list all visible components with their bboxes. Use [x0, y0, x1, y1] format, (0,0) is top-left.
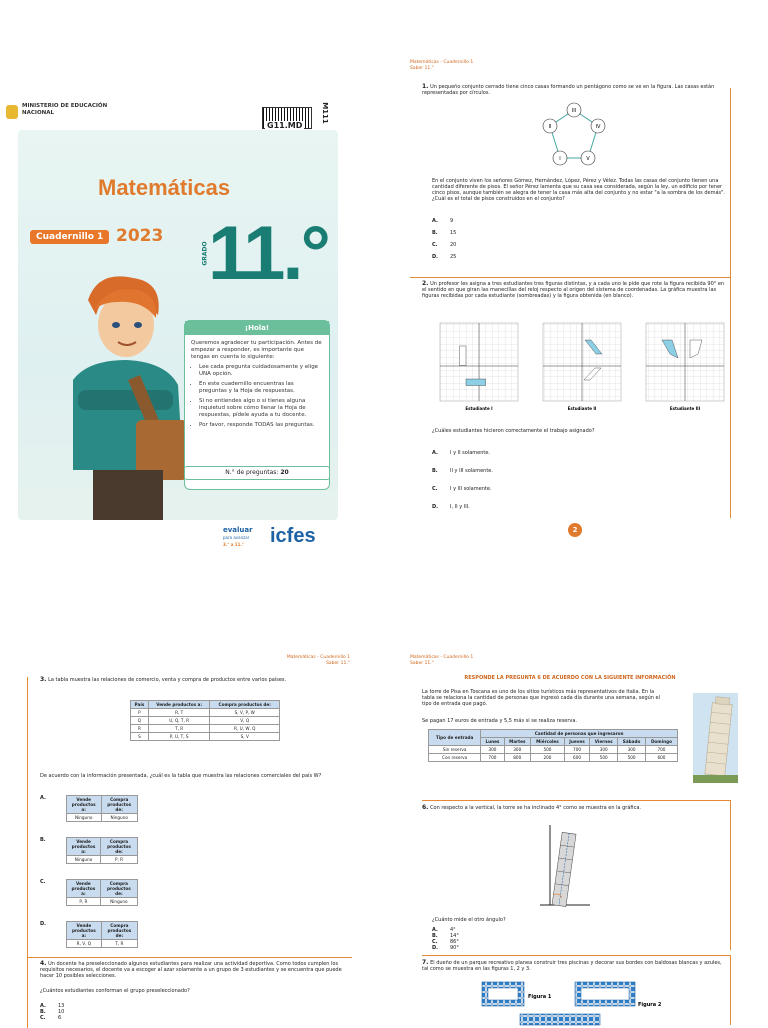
question-text: Un pequeño conjunto cerrado tiene cinco casas formando un pentágono como se ve en la figura. Las casas están representadas por círculos. [422, 84, 715, 96]
question-number: 1. [422, 83, 429, 90]
question-number: 4. [40, 960, 47, 967]
figure-label: Figura 2 [638, 1002, 662, 1008]
option-letter: D. [432, 504, 439, 510]
grade-number: 11.° [208, 211, 328, 296]
frame-line [730, 955, 731, 1025]
question-1-body: En el conjunto viven los señores Gómez, Hernández, López, Pérez y Vélez. Todas las casas del conjunto tienen una cantidad diferente de pisos. El señor Pérez lamenta que su casa sea considerada, según la ley, un edificio por tener cinco pisos, aunque también se alegra de tener la casa más alta del conjunto y no estar "a la sombra de los demás". ¿Cuál es el total de pisos construidos en el conjunto? [432, 178, 726, 202]
option-text: 13 [58, 1003, 65, 1009]
page-2 [410, 60, 745, 540]
ministry-line2: NACIONAL [22, 109, 54, 116]
cover-art [18, 130, 338, 547]
question-count [184, 466, 330, 480]
welcome-body [185, 335, 329, 434]
question-2 [422, 281, 727, 299]
evaluar-line1: evaluar [223, 526, 253, 534]
house-label: IV [595, 124, 601, 130]
table-header: Compra productos de: [210, 701, 280, 709]
option-text: 86° [450, 939, 459, 945]
table-header: Vende productos a: [148, 701, 210, 709]
option-a[interactable] [40, 795, 138, 837]
option-table: Vende productos a: Compra productos de: Ninguno Ninguno [66, 795, 138, 822]
option-letter: C. [40, 879, 46, 885]
header-level: Saber 11.° [326, 660, 350, 666]
question-number: 7. [422, 959, 429, 966]
option-letter: A. [432, 218, 438, 224]
option-text: 4° [450, 927, 456, 933]
evaluar-line2: para avanzar [223, 535, 250, 540]
option-text: 15 [450, 230, 457, 236]
frame-line [27, 677, 28, 957]
side-code: M111 [320, 102, 329, 124]
page-4 [410, 655, 745, 1025]
option-c[interactable] [40, 1015, 64, 1021]
option-letter: A. [40, 795, 46, 801]
question-3-prompt: De acuerdo con la información presentada, ¿cuál es la tabla que muestra las relaciones comerciales del país W? [40, 773, 322, 779]
option-letter: C. [432, 939, 438, 945]
student-label: Estudiante I [465, 406, 493, 411]
option-letter: A. [432, 450, 438, 456]
question-number: 6. [422, 804, 429, 811]
grade-label: GRADO [201, 241, 209, 266]
page-3 [15, 655, 360, 1025]
question-text: Un docente ha preseleccionado algunos estudiantes para realizar una actividad deportiva. Como todos cumplen los requisitos necesarios, el docente va a escoger al azar solamente a un grupo de 3 estudiantes y se encuentra que puede hacer 10 posibles selecciones. [40, 961, 342, 979]
option-letter: B. [432, 230, 438, 236]
student-label: Estudiante II [567, 406, 597, 411]
section-heading: RESPONDE LA PREGUNTA 6 DE ACUERDO CON LA SIGUIENTE INFORMACIÓN [464, 675, 676, 681]
icfes-logo: icfes [270, 525, 316, 547]
option-letter: C. [432, 486, 438, 492]
question-2-prompt: ¿Cuáles estudiantes hicieron correctamente el trabajo asignado? [432, 428, 595, 434]
year: 2023 [116, 226, 164, 246]
option-letter: B. [432, 468, 438, 474]
option-b[interactable] [432, 468, 493, 474]
question-7 [422, 960, 727, 972]
option-table: Vende productos a: Compra productos de: P, R Ninguno [66, 879, 138, 906]
house-label: I [559, 156, 561, 162]
frame-line [730, 88, 731, 278]
student-label: Estudiante III [669, 406, 701, 411]
option-text: 6 [58, 1015, 62, 1021]
page-header [410, 60, 745, 71]
table-row: S P, U, T, S S, V [131, 733, 280, 741]
frame-line [730, 278, 731, 518]
question-4 [40, 961, 350, 979]
welcome-box [184, 320, 330, 490]
option-letter: A. [40, 1003, 46, 1009]
question-text: Con respecto a la vertical, la torre se ha inclinado 4° como se muestra en la gráfica. [430, 805, 641, 811]
question-2-options [432, 450, 493, 516]
option-letter: B. [40, 1009, 46, 1015]
option-table: Vende productos a: Compra productos de: R, V, Q T, R [66, 921, 138, 948]
frame-line [27, 958, 28, 1028]
option-letter: D. [40, 921, 47, 927]
question-1 [422, 84, 722, 96]
option-table: Vende productos a: Compra productos de: Ninguno P, R [66, 837, 138, 864]
question-6-options [432, 927, 459, 951]
option-c[interactable] [432, 242, 456, 248]
question-4-prompt: ¿Cuántos estudiantes conforman el grupo preseleccionado? [40, 988, 190, 994]
pool-figures [480, 980, 730, 1025]
evaluar-line3: 3.° a 11.° [223, 542, 244, 547]
header-level: Saber 11.° [410, 65, 434, 71]
option-d[interactable] [40, 921, 138, 963]
table-row: Q U, Q, T, R V, Q [131, 717, 280, 725]
question-3 [40, 677, 350, 683]
question-number: 2. [422, 280, 429, 287]
question-text: El dueño de un parque recreativo planea construir tres piscinas y decorar sus bordes con baldosas blancas y azules, tal como se muestra en las figuras 1, 2 y 3. [422, 960, 722, 972]
option-b[interactable] [40, 837, 138, 879]
frame-line [730, 800, 731, 950]
table-row: P R, T S, V, P, W [131, 709, 280, 717]
option-letter: D. [432, 254, 439, 260]
subject-title: Matemáticas [98, 175, 231, 200]
booklet-code: G11.MD [267, 121, 303, 130]
pentagon-diagram [530, 100, 630, 172]
house-label: II [548, 124, 552, 130]
question-count-value: 20 [280, 469, 289, 476]
table-row: Sin reserva 300 300 500 700 300 300 700 [429, 746, 678, 754]
header-subject: Matemáticas - Cuadernillo 1 [410, 655, 474, 660]
option-d[interactable] [432, 504, 493, 510]
table-row: R T, R R, U, W, Q [131, 725, 280, 733]
cover-page [0, 95, 345, 547]
house-label: V [586, 156, 590, 162]
table-header: País [131, 701, 149, 709]
table-row: Con reserva 700 800 200 600 500 500 600 [429, 754, 678, 762]
question-1-options [432, 218, 456, 266]
frame-line [410, 277, 731, 278]
question-text: La tabla muestra las relaciones de comercio, venta y compra de productos entre varios países. [48, 677, 287, 683]
question-6-prompt: ¿Cuánto mide el otro ángulo? [432, 917, 506, 923]
frame-line [422, 800, 731, 801]
pisa-tower-image [693, 693, 738, 783]
header-level: Saber 11.° [410, 660, 434, 666]
option-a[interactable] [432, 450, 493, 456]
option-text: 25 [450, 254, 457, 260]
frame-line [422, 955, 731, 956]
instruction-item: • En este cuadernillo encuentras las preguntas y la Hoja de respuestas. [199, 381, 323, 395]
visitors-table: Tipo de entrada Cantidad de personas que ingresaron Lunes Martes Miércoles Jueves Viernes Sábado Domingo Sin reserva 300 300 500 700 300 300 700 Con reserva 700 800 200 600 500 500 600 [428, 729, 678, 762]
page-number: 2 [568, 523, 582, 537]
welcome-intro: Queremos agradecer tu participación. Antes de empezar a responder, es importante que tengas en cuenta lo siguiente: [191, 340, 322, 360]
question-6 [422, 805, 722, 811]
ministry-name [22, 103, 107, 116]
student-illustration [58, 270, 188, 520]
figure-label: Figura 1 [528, 994, 552, 1000]
booklet-badge: Cuadernillo 1 [30, 230, 109, 244]
question-number: 3. [40, 676, 47, 683]
option-letter: D. [432, 945, 439, 951]
coat-of-arms-icon [6, 105, 18, 119]
question-3-options [40, 795, 138, 963]
option-d[interactable] [432, 945, 459, 951]
table-header: Tipo de entrada [429, 730, 481, 746]
house-label: III [571, 108, 577, 114]
instruction-item: • Lee cada pregunta cuidadosamente y elige UNA opción. [199, 364, 323, 378]
evaluar-logo [223, 527, 253, 548]
page-header [410, 655, 745, 666]
page-header [15, 655, 360, 666]
instruction-item: • Por favor, responde TODAS las preguntas. [199, 422, 323, 429]
option-letter: B. [432, 933, 438, 939]
welcome-title: ¡Hola! [185, 321, 329, 335]
option-text: 10 [58, 1009, 65, 1015]
option-a[interactable] [432, 218, 456, 224]
option-text: 9 [450, 218, 454, 224]
table-title: Cantidad de personas que ingresaron [481, 730, 678, 738]
option-c[interactable] [432, 486, 493, 492]
trade-table [130, 700, 280, 741]
option-text: I y II solamente. [450, 450, 491, 456]
option-text: 90° [450, 945, 459, 951]
option-d[interactable] [432, 254, 456, 260]
rotation-graphs [440, 318, 730, 413]
price-text: Se pagan 17 euros de entrada y 5,5 más si se realiza reserva. [422, 718, 578, 724]
question-text: Un profesor les asigna a tres estudiantes tres figuras distintas, y a cada uno le pide que rote la figura recibida 90° en el sentido en que giran las manecillas del reloj respecto al origen del sistema de coordenadas. La gráfica muestra las figuras recibidas por cada estudiante (sombreadas) y la figura obtenida (en blanco). [422, 281, 725, 299]
option-letter: C. [40, 1015, 46, 1021]
option-b[interactable] [432, 230, 456, 236]
option-c[interactable] [40, 879, 138, 921]
info-text: La torre de Pisa en Toscana es uno de los sitios turísticos más representativos de Italia. En la tabla se relaciona la cantidad de personas que ingresó cada día durante una semana, según el tipo de entrada que pagó. [422, 689, 661, 707]
option-text: I, II y III. [450, 504, 470, 510]
tilted-tower-diagram [535, 820, 595, 910]
header-subject: Matemáticas - Cuadernillo 1 [286, 655, 350, 660]
option-letter: A. [432, 927, 438, 933]
option-text: II y III solamente. [450, 468, 493, 474]
option-text: 14° [450, 933, 459, 939]
option-text: I y III solamente. [450, 486, 492, 492]
instruction-item: • Si no entiendes algo o si tienes alguna inquietud sobre cómo llenar la Hoja de respuestas, pídele ayuda a tu docente. [199, 398, 323, 419]
option-letter: B. [40, 837, 46, 843]
header-subject: Matemáticas - Cuadernillo 1 [410, 60, 474, 65]
question-4-options [40, 1003, 64, 1021]
option-text: 20 [450, 242, 457, 248]
question-count-label: N.° de preguntas: [225, 469, 279, 476]
ministry-line1: MINISTERIO DE EDUCACIÓN [22, 103, 108, 109]
option-letter: C. [432, 242, 438, 248]
